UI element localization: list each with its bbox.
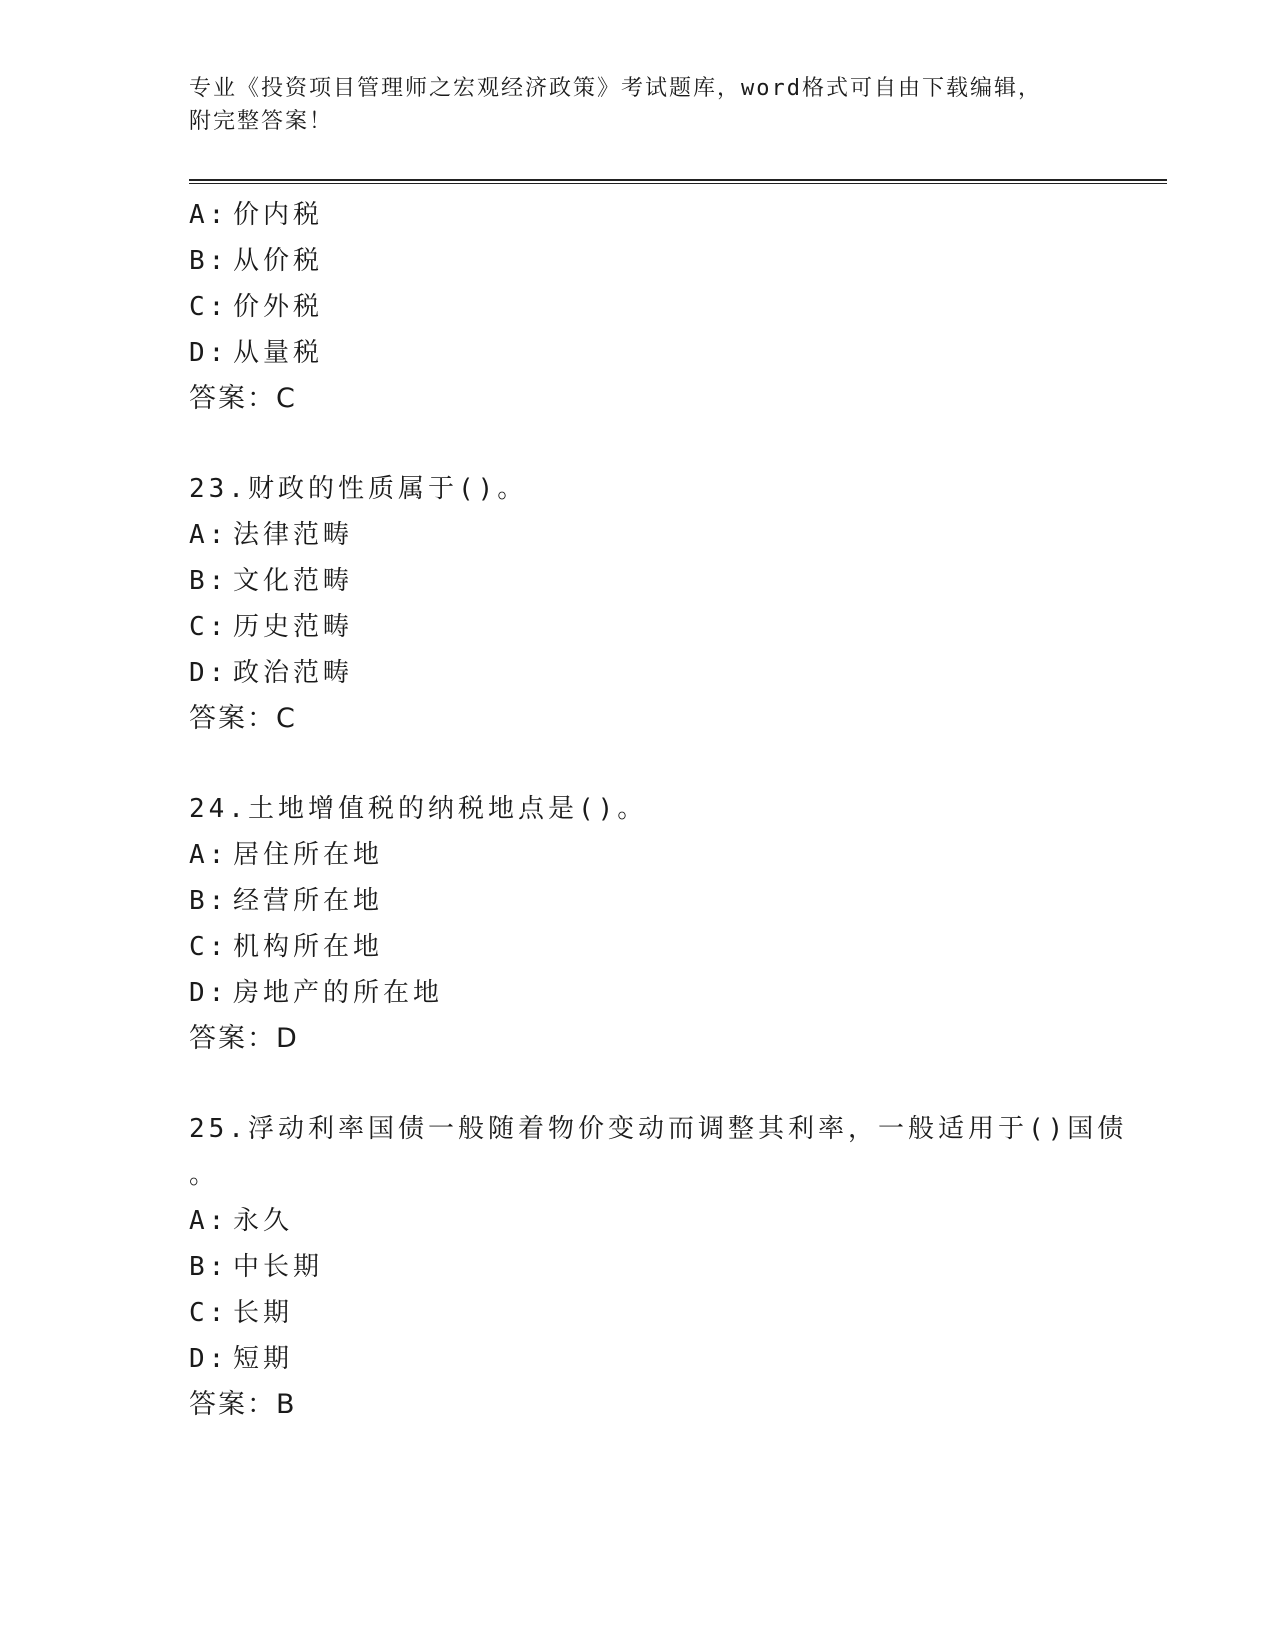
document-header xyxy=(189,72,1089,138)
option-label: D: xyxy=(189,978,229,1008)
answer-line: 答案：B xyxy=(189,1389,297,1420)
option-label: A: xyxy=(189,1206,229,1236)
option-c xyxy=(189,284,1169,330)
option-d xyxy=(189,1336,1169,1382)
option-label: C: xyxy=(189,612,229,642)
option-label: A: xyxy=(189,840,229,870)
option-text: 价外税 xyxy=(233,292,324,322)
question-22 xyxy=(189,192,1169,422)
option-a xyxy=(189,1198,1169,1244)
option-c xyxy=(189,604,1169,650)
spacer xyxy=(189,742,1169,786)
option-text: 法律范畴 xyxy=(233,520,354,550)
question-23 xyxy=(189,466,1169,742)
option-label: C: xyxy=(189,1298,229,1328)
option-d xyxy=(189,970,1169,1016)
option-label: B: xyxy=(189,246,229,276)
option-b xyxy=(189,1244,1169,1290)
question-stem: 24.土地增值税的纳税地点是()。 xyxy=(189,794,648,824)
option-text: 政治范畴 xyxy=(233,658,354,688)
option-label: B: xyxy=(189,1252,229,1282)
answer-line: 答案：C xyxy=(189,383,297,414)
question-25 xyxy=(189,1106,1169,1428)
option-label: D: xyxy=(189,658,229,688)
header-line-1: 专业《投资项目管理师之宏观经济政策》考试题库，word格式可自由下载编辑， xyxy=(189,76,1042,101)
option-text: 中长期 xyxy=(233,1252,324,1282)
option-text: 历史范畴 xyxy=(233,612,354,642)
option-label: D: xyxy=(189,1344,229,1374)
option-c xyxy=(189,1290,1169,1336)
question-stem: 25.浮动利率国债一般随着物价变动而调整其利率，一般适用于()国债 xyxy=(189,1114,1128,1144)
option-label: B: xyxy=(189,566,229,596)
option-d xyxy=(189,330,1169,376)
spacer xyxy=(189,422,1169,466)
option-label: C: xyxy=(189,932,229,962)
option-a xyxy=(189,512,1169,558)
option-text: 短期 xyxy=(233,1344,294,1374)
option-text: 价内税 xyxy=(233,200,324,230)
option-text: 经营所在地 xyxy=(233,886,384,916)
option-b xyxy=(189,878,1169,924)
option-label: C: xyxy=(189,292,229,322)
option-a xyxy=(189,192,1169,238)
option-label: B: xyxy=(189,886,229,916)
option-c xyxy=(189,924,1169,970)
header-line-2: 附完整答案！ xyxy=(189,109,334,134)
option-text: 机构所在地 xyxy=(233,932,384,962)
option-b xyxy=(189,238,1169,284)
answer-line: 答案：C xyxy=(189,703,297,734)
option-a xyxy=(189,832,1169,878)
option-text: 长期 xyxy=(233,1298,294,1328)
header-divider xyxy=(189,179,1167,184)
question-24 xyxy=(189,786,1169,1062)
option-label: A: xyxy=(189,520,229,550)
option-text: 居住所在地 xyxy=(233,840,384,870)
question-list xyxy=(189,192,1169,1428)
option-d xyxy=(189,650,1169,696)
option-text: 永久 xyxy=(233,1206,294,1236)
option-text: 从价税 xyxy=(233,246,324,276)
option-b xyxy=(189,558,1169,604)
question-stem-continued: 。 xyxy=(189,1160,220,1190)
option-label: A: xyxy=(189,200,229,230)
option-text: 房地产的所在地 xyxy=(233,978,444,1008)
spacer xyxy=(189,1062,1169,1106)
option-label: D: xyxy=(189,338,229,368)
option-text: 从量税 xyxy=(233,338,324,368)
answer-line: 答案：D xyxy=(189,1023,299,1054)
question-stem: 23.财政的性质属于()。 xyxy=(189,474,528,504)
option-text: 文化范畴 xyxy=(233,566,354,596)
